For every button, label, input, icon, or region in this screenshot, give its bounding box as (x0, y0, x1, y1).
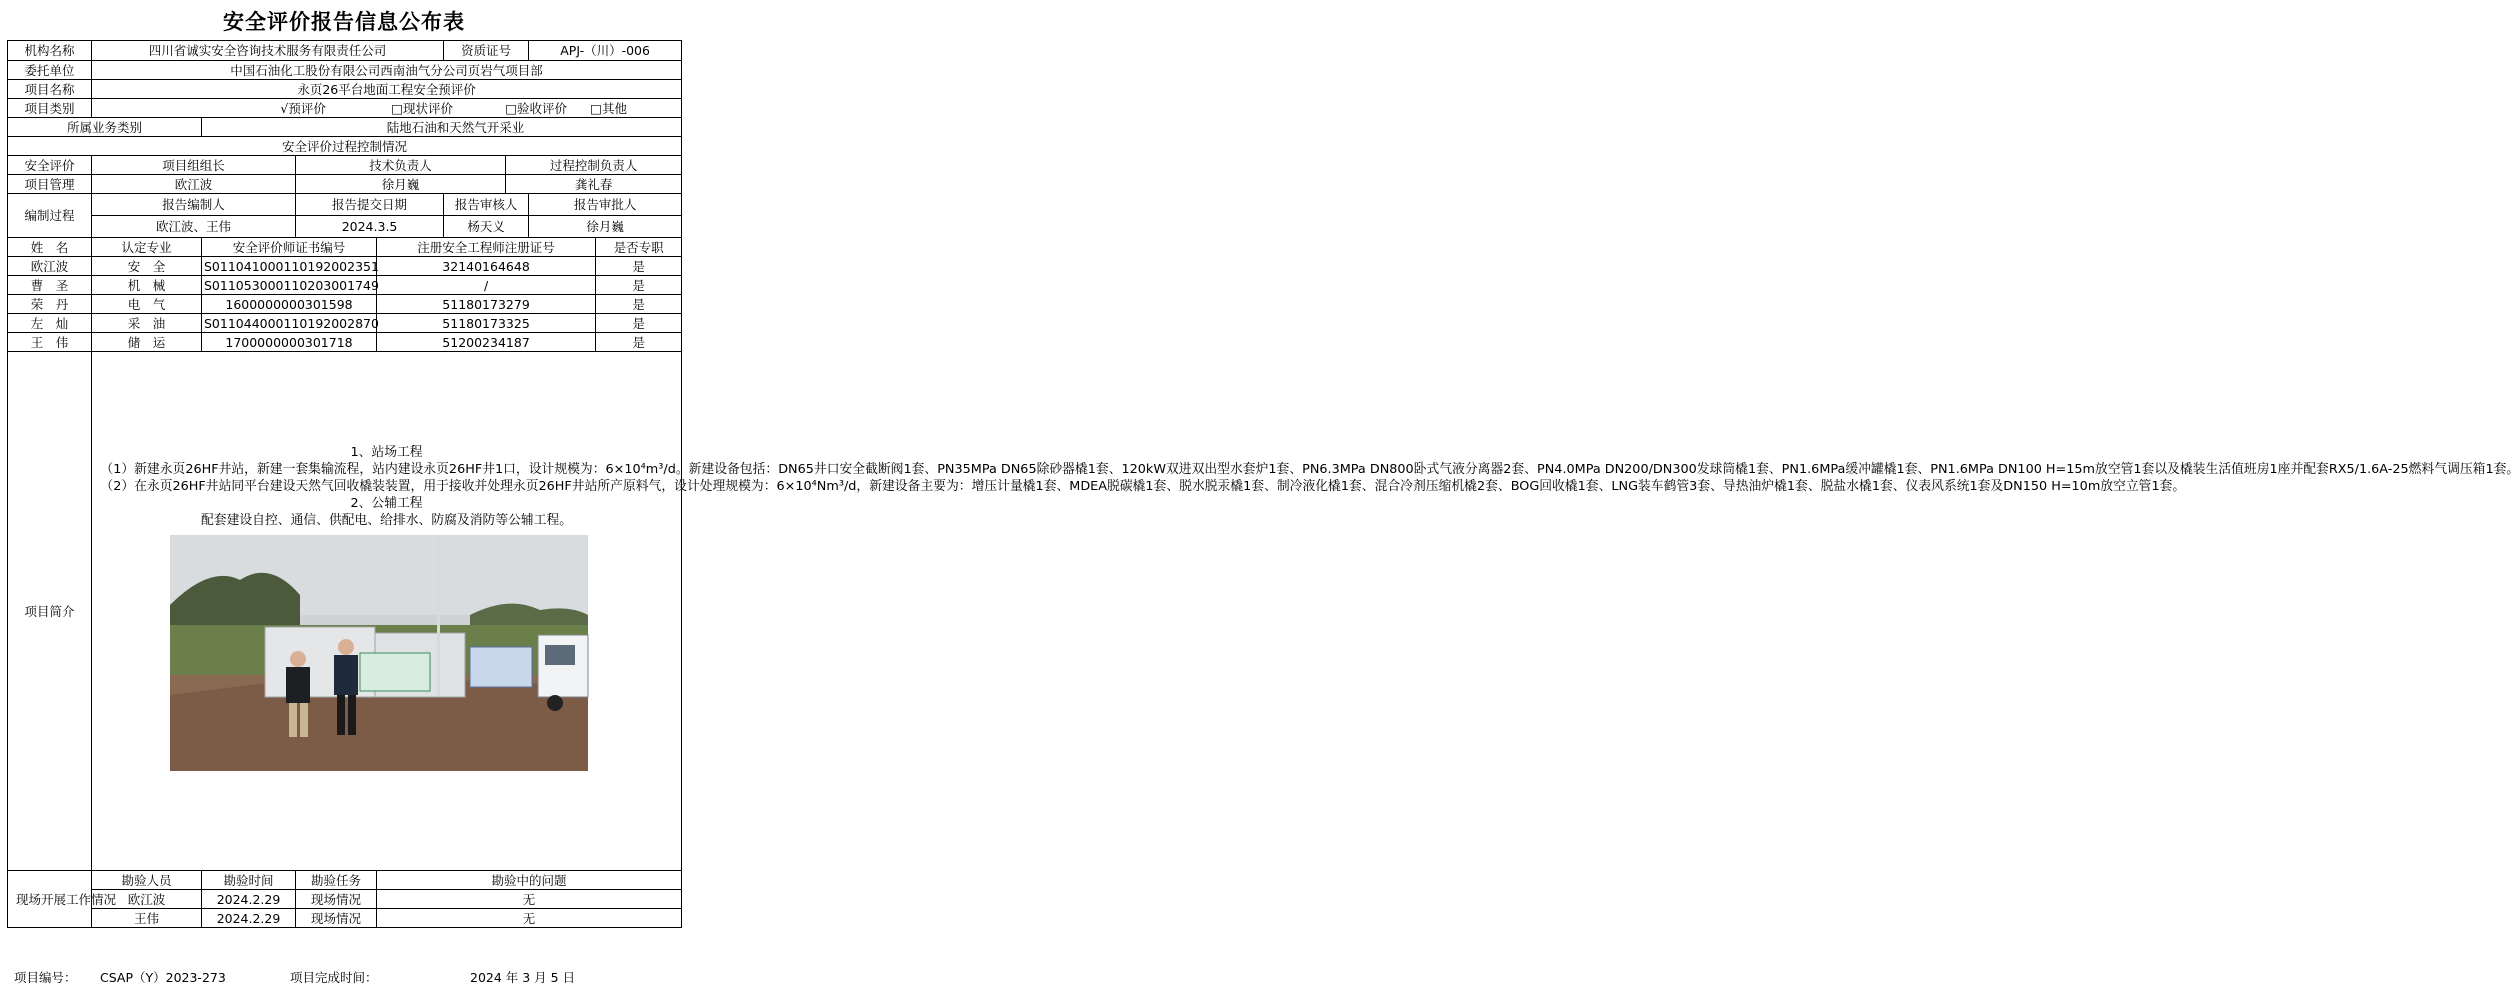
project-label: 项目名称 (8, 80, 92, 99)
table-row: 欧江波 安 全 S011041000110192002351 32140164648 是 (8, 257, 682, 276)
compile-reviewer: 杨天义 (444, 216, 529, 238)
site-header-inspector: 勘验人员 (92, 871, 202, 890)
staff-header-fulltime: 是否专职 (596, 238, 682, 257)
site-header-task: 勘验任务 (296, 871, 377, 890)
role-leader: 项目组组长 (92, 156, 296, 175)
intro-para: 1、站场工程 (350, 444, 423, 460)
business-label: 所属业务类别 (8, 118, 202, 137)
category-label: 项目类别 (8, 99, 92, 118)
table-row: 曹 圣 机 械 S011053000110203001749 / 是 (8, 276, 682, 295)
compile-author: 欧江波、王伟 (92, 216, 296, 238)
site-header-time: 勘验时间 (202, 871, 296, 890)
compile-header-author: 报告编制人 (92, 194, 296, 216)
intro-label: 项目简介 (8, 352, 92, 871)
compile-header-reviewer: 报告审核人 (444, 194, 529, 216)
table-row: 欧江波 2024.2.29 现场情况 无 (8, 890, 682, 909)
compile-header-approver: 报告审批人 (529, 194, 682, 216)
org-name: 四川省诚实安全咨询技术服务有限责任公司 (92, 41, 444, 61)
name-tech: 徐月巍 (296, 175, 506, 194)
page-title: 安全评价报告信息公布表 (223, 10, 465, 34)
intro-content (92, 352, 2519, 871)
intro-para: 2、公辅工程 (350, 495, 423, 511)
table-row: 王伟 2024.2.29 现场情况 无 (8, 909, 682, 928)
cert-label: 资质证号 (444, 41, 529, 61)
client-name: 中国石油化工股份有限公司西南油气分公司页岩气项目部 (92, 61, 682, 80)
name-leader: 欧江波 (92, 175, 296, 194)
name-process: 龚礼春 (506, 175, 682, 194)
staff-header-specialty: 认定专业 (92, 238, 202, 257)
cert-number: APJ-（川）-006 (529, 41, 682, 61)
category-option-pre[interactable]: √预评价 (280, 100, 326, 116)
project-code: CSAP（Y）2023-273 (100, 970, 226, 985)
role-tech: 技术负责人 (296, 156, 506, 175)
staff-header-reg: 注册安全工程师注册证号 (377, 238, 596, 257)
completion-date: 2024 年 3 月 5 日 (470, 970, 576, 985)
category-option-acceptance[interactable]: □验收评价 (505, 100, 568, 116)
management-label-1: 安全评价 (8, 156, 92, 175)
process-header: 安全评价过程控制情况 (8, 137, 682, 156)
compile-header-date: 报告提交日期 (296, 194, 444, 216)
project-code-label: 项目编号： (14, 970, 77, 985)
role-process: 过程控制负责人 (506, 156, 682, 175)
completion-label: 项目完成时间： (290, 970, 378, 985)
management-label-2: 项目管理 (8, 175, 92, 194)
site-photo (170, 535, 588, 771)
table-row: 左 灿 采 油 S011044000110192002870 51180173325 是 (8, 314, 682, 333)
site-header-issues: 勘验中的问题 (377, 871, 682, 890)
org-name-label: 机构名称 (8, 41, 92, 61)
compile-label: 编制过程 (8, 194, 92, 238)
site-photo-image (170, 535, 588, 771)
table-row: 王 伟 储 运 1700000000301718 51200234187 是 (8, 333, 682, 352)
table-row: 荣 丹 电 气 1600000000301598 51180173279 是 (8, 295, 682, 314)
site-label: 现场开展工作情况 (8, 871, 92, 928)
category-options (92, 99, 682, 118)
project-name: 永页26平台地面工程安全预评价 (92, 80, 682, 99)
staff-header-cert: 安全评价师证书编号 (202, 238, 377, 257)
intro-para: （1）新建永页26HF井站，新建一套集输流程，站内建设永页26HF井1口，设计规模为：6×10⁴m³/d。新建设备包括：DN65井口安全截断阀1套、PN35MPa DN65除砂器橇1套、120kW双进双出型水套炉1套、PN6.3MPa DN800卧式气液分离器2套、PN4.0MPa DN200/DN300发球筒橇1套、PN1.6MPa缓冲罐橇1套、PN1.6MPa DN100 H=15m放空管1套以及橇装生活值班房1座并配套RX5/1.6A-25燃料气调压箱1套。 (100, 461, 2519, 477)
business-value: 陆地石油和天然气开采业 (202, 118, 682, 137)
category-option-other[interactable]: □其他 (590, 100, 627, 116)
client-label: 委托单位 (8, 61, 92, 80)
compile-approver: 徐月巍 (529, 216, 682, 238)
intro-para: 配套建设自控、通信、供配电、给排水、防腐及消防等公辅工程。 (200, 512, 573, 528)
compile-date: 2024.3.5 (296, 216, 444, 238)
staff-header-name: 姓 名 (8, 238, 92, 257)
intro-para: （2）在永页26HF井站同平台建设天然气回收橇装装置，用于接收并处理永页26HF井站所产原料气，设计处理规模为：6×10⁴Nm³/d，新建设备主要为：增压计量橇1套、MDEA脱碳橇1套、脱水脱汞橇1套、制冷液化橇1套、混合冷剂压缩机橇2套、BOG回收橇1套、LNG装车鹤管3套、导热油炉橇1套、脱盐水橇1套、仪表风系统1套及DN150 H=10m放空立管1套。 (100, 478, 2186, 494)
category-option-status[interactable]: □现状评价 (391, 100, 454, 116)
info-table (7, 40, 2519, 928)
